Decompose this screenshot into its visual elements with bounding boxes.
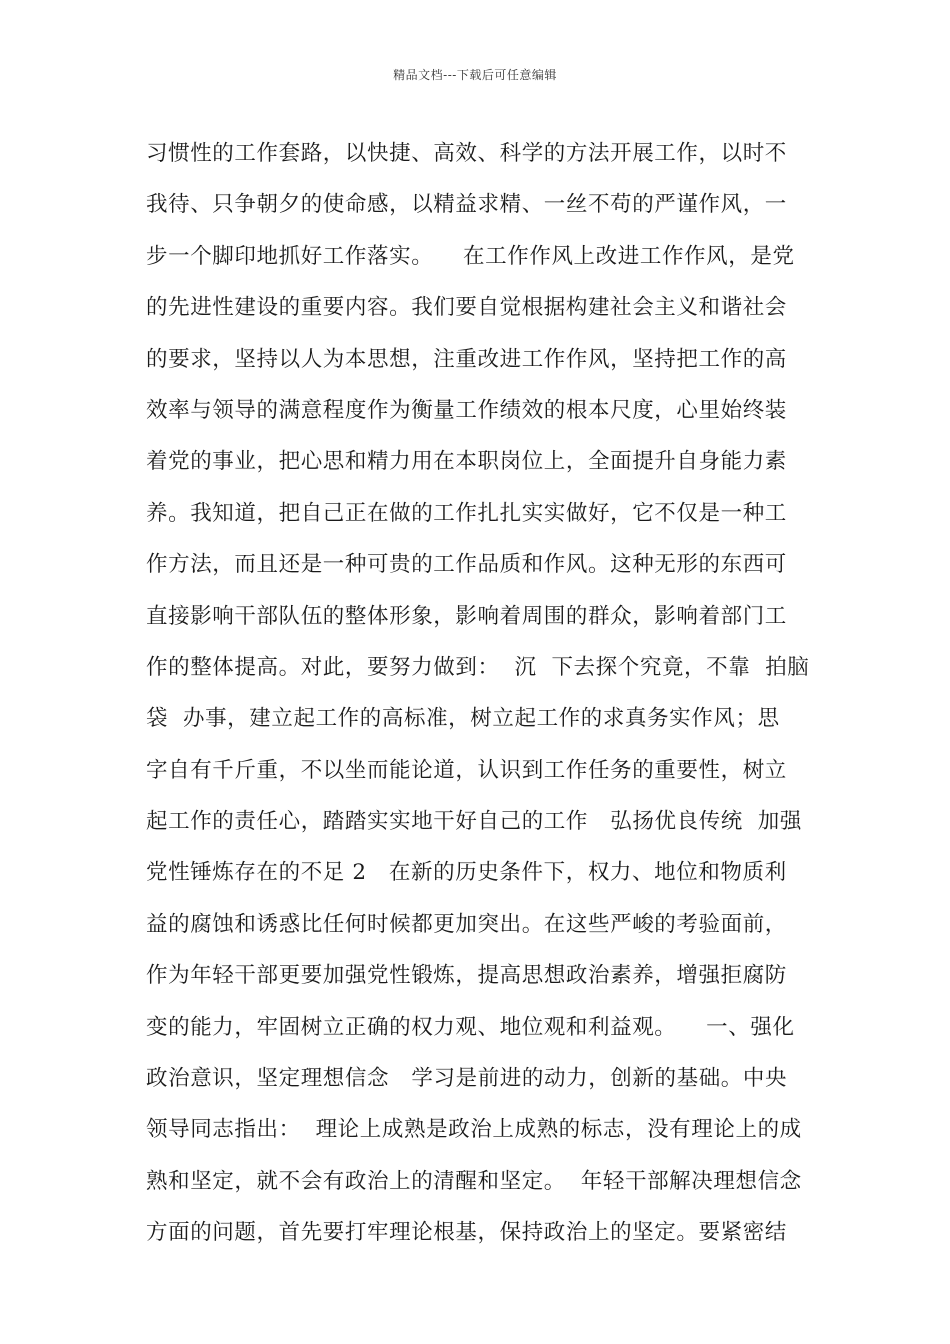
text-line: 熟和坚定，就不会有政治上的清醒和坚定。 年轻干部解决理想信念 bbox=[146, 1168, 802, 1194]
text-line: 作为年轻干部更要加强党性锻炼，提高思想政治素养，增强拒腐防 bbox=[146, 963, 787, 989]
text-line: 方面的问题，首先要打牢理论根基，保持政治上的坚定。要紧密结 bbox=[146, 1220, 787, 1246]
text-line: 益的腐蚀和诱惑比任何时候都更加突出。在这些严峻的考验面前， bbox=[146, 911, 787, 937]
text-line: 着党的事业，把心思和精力用在本职岗位上，全面提升自身能力素 bbox=[146, 449, 787, 475]
text-line: 步一个脚印地抓好工作落实。 在工作作风上改进工作作风，是党 bbox=[146, 243, 795, 269]
text-line: 作方法，而且还是一种可贵的工作品质和作风。这种无形的东西可 bbox=[146, 552, 787, 578]
text-line: 作的整体提高。对此，要努力做到： 沉 下去探个究竟，不靠 拍脑 bbox=[146, 654, 810, 680]
text-line: 我待、只争朝夕的使命感，以精益求精、一丝不苟的严谨作风，一 bbox=[146, 192, 787, 218]
text-line: 字自有千斤重，不以坐而能论道，认识到工作任务的重要性，树立 bbox=[146, 757, 787, 783]
text-line: 养。我知道，把自己正在做的工作扎扎实实做好，它不仅是一种工 bbox=[146, 500, 787, 526]
text-line: 政治意识，坚定理想信念 学习是前进的动力，创新的基础。中央 bbox=[146, 1066, 788, 1092]
text-line: 习惯性的工作套路，以快捷、高效、科学的方法开展工作，以时不 bbox=[146, 141, 787, 166]
text-line: 起工作的责任心，踏踏实实地干好自己的工作 弘扬优良传统 加强 bbox=[146, 809, 802, 835]
text-line: 直接影响干部队伍的整体形象，影响着周围的群众，影响着部门工 bbox=[146, 603, 787, 629]
text-line: 领导同志指出： 理论上成熟是政治上成熟的标志，没有理论上的成 bbox=[146, 1117, 802, 1143]
text-line: 变的能力，牢固树立正确的权力观、地位观和利益观。 一、强化 bbox=[146, 1014, 795, 1040]
text-line: 袋 办事，建立起工作的高标准，树立起工作的求真务实作风；思 bbox=[146, 706, 780, 732]
text-line: 的先进性建设的重要内容。我们要自觉根据构建社会主义和谐社会 bbox=[146, 295, 787, 321]
page-header: 精品文档---下载后可任意编辑 bbox=[393, 68, 557, 82]
body-text bbox=[146, 128, 816, 1259]
text-line: 党性锤炼存在的不足 2 在新的历史条件下，权力、地位和物质利 bbox=[146, 860, 787, 886]
text-line: 效率与领导的满意程度作为衡量工作绩效的根本尺度，心里始终装 bbox=[146, 397, 787, 423]
text-line: 的要求，坚持以人为本思想，注重改进工作作风，坚持把工作的高 bbox=[146, 346, 787, 372]
